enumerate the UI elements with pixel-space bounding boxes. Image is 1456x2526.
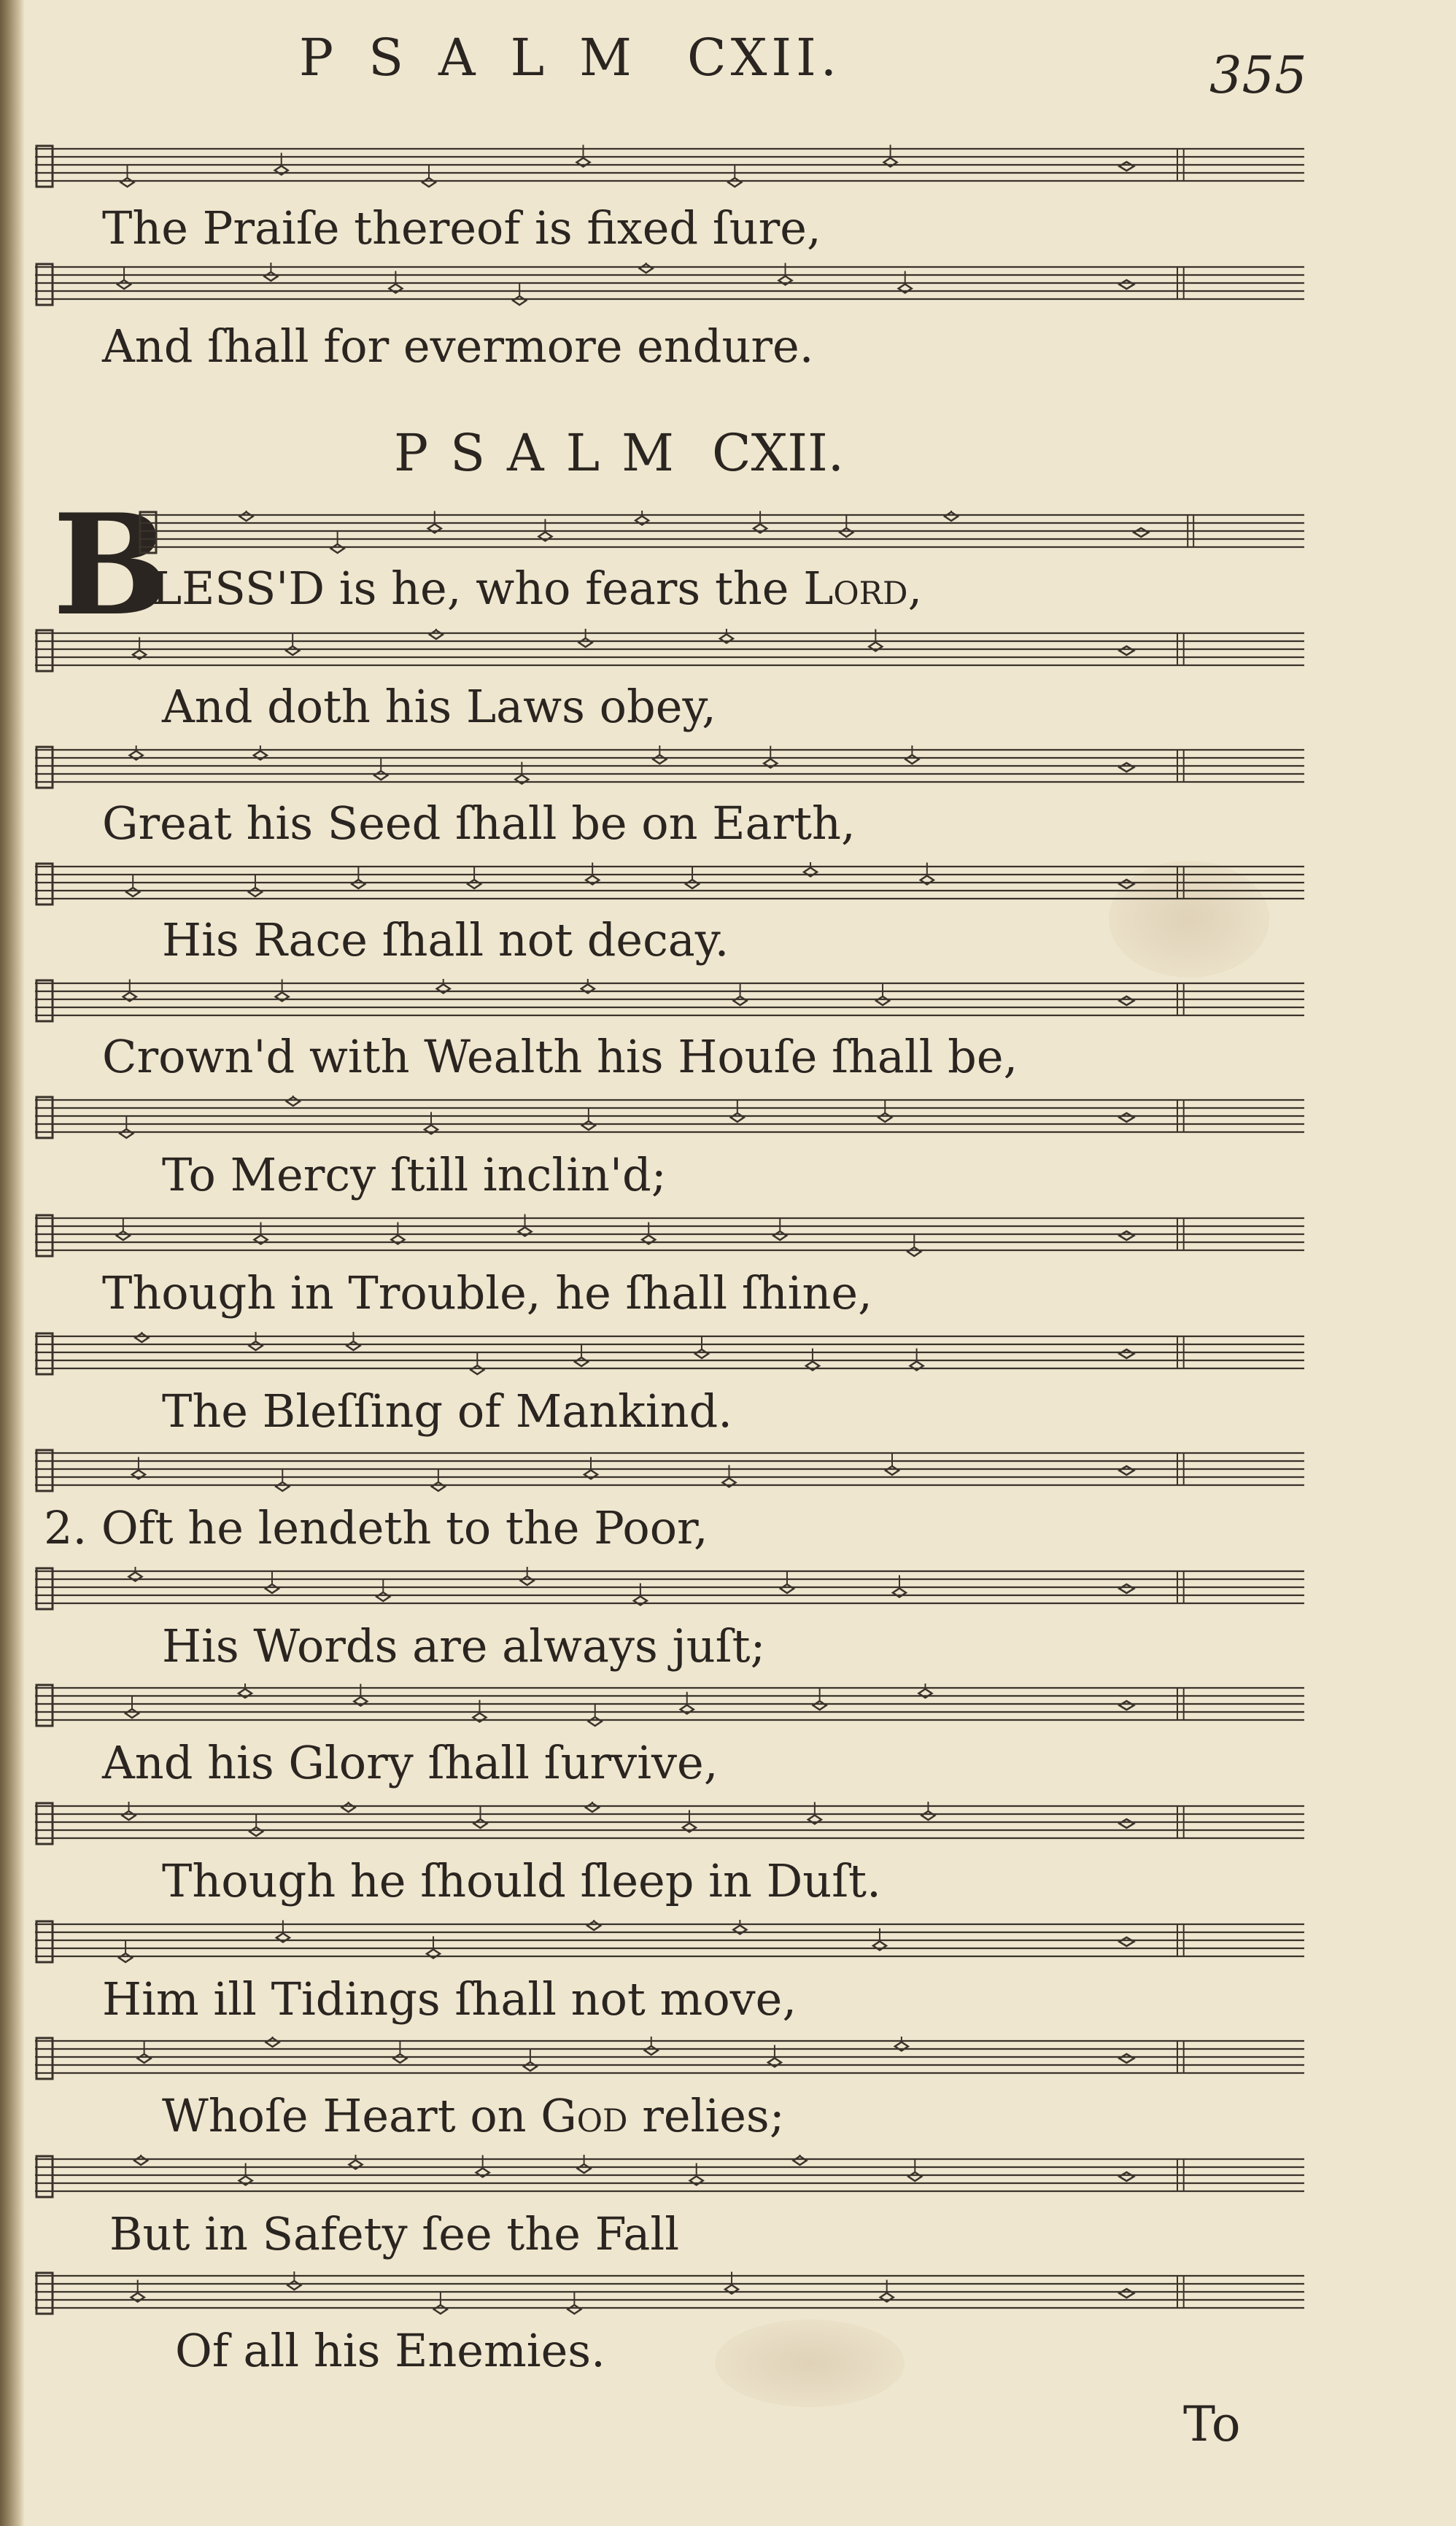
psalm-heading-number: CXII. <box>712 423 844 483</box>
music-note <box>249 1827 263 1836</box>
paper-stain <box>715 2320 905 2407</box>
music-note <box>878 1113 891 1122</box>
music-note <box>120 1129 133 1138</box>
music-staff <box>35 2037 1304 2080</box>
final-note <box>1119 1701 1134 1710</box>
music-note <box>640 264 653 273</box>
music-staff <box>35 745 1304 789</box>
music-note <box>876 996 889 1005</box>
music-note <box>728 178 741 187</box>
music-note <box>568 2305 581 2314</box>
music-staff <box>35 1684 1304 1727</box>
psalm-heading <box>394 423 844 483</box>
music-note <box>121 178 134 187</box>
music-staff <box>139 511 1304 554</box>
running-header <box>299 28 1058 88</box>
music-note <box>138 2054 151 2063</box>
lyric-line: And doth his Laws obey, <box>162 680 716 733</box>
final-note <box>1119 162 1134 171</box>
lyric-line: Though in Trouble, he ſhall ſhine, <box>102 1266 872 1320</box>
catchword: To <box>1183 2396 1241 2452</box>
music-note <box>734 996 747 1005</box>
music-note <box>342 1803 355 1812</box>
music-note <box>249 888 262 896</box>
god-line-end: relies; <box>627 2089 785 2142</box>
god-line-text: Whoſe Heart on <box>162 2089 541 2142</box>
music-note <box>276 1482 289 1491</box>
final-note <box>1119 280 1134 289</box>
lyric-line: But in Safety ſee the Fall <box>109 2207 680 2260</box>
final-note <box>1119 1819 1134 1828</box>
music-note <box>126 888 139 896</box>
music-note <box>346 1341 360 1350</box>
music-note <box>434 2305 447 2314</box>
music-note <box>240 512 253 521</box>
music-staff <box>35 1214 1304 1258</box>
final-note <box>1119 1231 1134 1240</box>
music-note <box>287 1097 300 1106</box>
music-note <box>474 1819 487 1828</box>
music-note <box>134 2156 147 2165</box>
music-note <box>266 1584 279 1593</box>
music-note <box>430 630 443 639</box>
lyric-line: Of all his Enemies. <box>175 2324 605 2377</box>
music-note <box>521 1576 534 1585</box>
music-note <box>471 1365 484 1374</box>
final-note <box>1119 1584 1134 1593</box>
music-note <box>905 755 918 764</box>
music-staff <box>35 1449 1304 1492</box>
music-note <box>921 1811 934 1820</box>
music-note <box>907 1247 921 1256</box>
final-note <box>1119 1349 1134 1358</box>
music-note <box>135 1333 148 1342</box>
first-line-punct: , <box>907 562 923 615</box>
music-note <box>287 2281 301 2290</box>
final-note <box>1119 763 1134 772</box>
final-note <box>1119 2172 1134 2181</box>
first-line-text: LESS'D is he, who fears the <box>152 562 804 615</box>
lyric-line: The Praiſe thereof is fixed ſure, <box>102 201 821 255</box>
music-note <box>587 1921 600 1930</box>
music-note <box>524 2062 537 2071</box>
music-note <box>731 1113 744 1122</box>
music-staff <box>35 1332 1304 1376</box>
music-staff <box>35 862 1304 906</box>
final-note <box>1119 2054 1134 2063</box>
music-note <box>945 512 958 521</box>
music-note <box>123 1811 136 1820</box>
music-note <box>794 2156 807 2165</box>
book-gutter-edge <box>0 0 25 2526</box>
final-note <box>1119 1937 1134 1946</box>
music-note <box>908 2172 921 2181</box>
lyric-line: 2. Oft he lendeth to the Poor, <box>44 1501 708 1554</box>
music-note <box>645 2046 658 2055</box>
music-note <box>119 1953 132 1962</box>
music-note <box>264 272 277 281</box>
music-note <box>374 771 387 780</box>
music-note <box>266 2038 279 2047</box>
music-note <box>886 1466 899 1475</box>
music-note <box>579 638 592 647</box>
final-note <box>1119 1466 1134 1475</box>
psalm-heading-word: PSALM <box>394 423 696 483</box>
music-note <box>352 880 365 888</box>
music-note <box>286 646 299 655</box>
god-line-god: God <box>541 2089 628 2142</box>
music-staff <box>35 1567 1304 1611</box>
music-note <box>125 1709 139 1718</box>
music-staff <box>35 2271 1304 2315</box>
music-staff <box>35 629 1304 673</box>
music-note <box>695 1349 708 1358</box>
lyric-line-first <box>152 562 923 615</box>
music-staff <box>35 1920 1304 1964</box>
music-note <box>117 280 131 289</box>
music-note <box>686 880 699 888</box>
music-note <box>840 528 853 537</box>
lyric-line: Him ill Tidings ſhall not move, <box>102 1972 797 2026</box>
music-note <box>393 2054 406 2063</box>
first-line-lord: Lord <box>803 562 908 615</box>
music-staff <box>35 2155 1304 2198</box>
running-header-number: CXII. <box>687 28 841 88</box>
lyric-line: Though he ſhould ſleep in Duſt. <box>162 1854 881 1907</box>
page-number: 355 <box>1209 45 1307 105</box>
final-note <box>1134 528 1148 537</box>
music-note <box>813 1701 826 1710</box>
music-note <box>653 755 666 764</box>
music-note <box>249 1341 263 1350</box>
music-note <box>513 296 526 305</box>
drop-cap: B <box>53 484 170 646</box>
music-note <box>582 1121 595 1130</box>
running-header-word: PSALM <box>299 28 667 88</box>
final-note <box>1119 880 1134 888</box>
lyric-line: His Words are always juſt; <box>162 1619 766 1673</box>
final-note <box>1119 1113 1134 1122</box>
music-note <box>432 1482 445 1491</box>
music-staff <box>35 1096 1304 1139</box>
music-note <box>586 1803 599 1812</box>
lyric-line: The Bleſſing of Mankind. <box>162 1384 732 1438</box>
music-note <box>578 2164 591 2173</box>
music-staff <box>35 263 1304 306</box>
music-note <box>781 1584 794 1593</box>
music-staff <box>35 979 1304 1023</box>
lyric-line-god <box>162 2089 785 2142</box>
lyric-line: And his Glory ſhall ſurvive, <box>102 1736 719 1789</box>
lyric-line: His Race ſhall not decay. <box>162 913 729 966</box>
music-note <box>468 880 481 888</box>
lyric-line: Great his Seed ſhall be on Earth, <box>102 797 856 850</box>
music-staff <box>35 144 1304 188</box>
lyric-line: And ſhall for evermore endure. <box>102 319 814 373</box>
final-note <box>1119 996 1134 1005</box>
lyric-line: To Mercy ſtill inclin'd; <box>162 1148 667 1201</box>
final-note <box>1119 2289 1134 2298</box>
music-staff <box>35 1802 1304 1845</box>
music-note <box>331 544 344 553</box>
music-note <box>773 1231 786 1240</box>
music-note <box>422 178 435 187</box>
lyric-line: Crown'd with Wealth his Houſe ſhall be, <box>102 1030 1018 1083</box>
music-note <box>117 1231 130 1240</box>
final-note <box>1119 646 1134 655</box>
music-note <box>575 1357 588 1366</box>
music-note <box>376 1592 390 1601</box>
music-note <box>589 1717 602 1726</box>
